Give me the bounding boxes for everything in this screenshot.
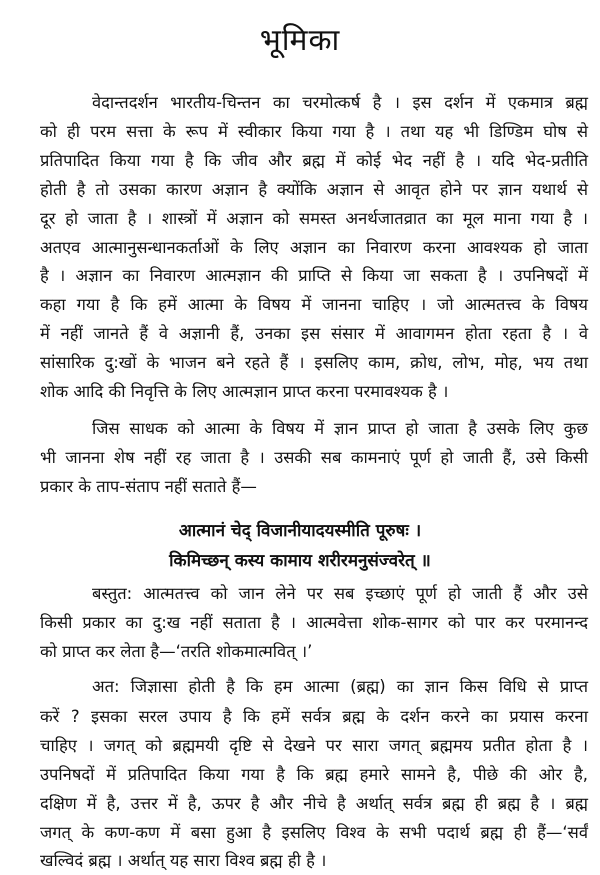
text-line: बस्तुत: आत्मतत्त्व को जान लेने पर सब इच्छाएं पूर्ण हो जाती हैं और उसे xyxy=(92,584,588,603)
text-line: को प्राप्त कर लेता है—‘तरति शोकमात्मवित् ।’ xyxy=(40,642,313,661)
text-line: भी जानना शेष नहीं रह जाता है । उसकी सब कामनाएं पूर्ण हो जाती हैं, उसे किसी xyxy=(40,448,588,467)
verse-line: किमिच्छन् कस्य कामाय शरीरमनुसंज्वरेत् ॥ xyxy=(169,551,431,571)
verse-line: आत्मानं चेद् विजानीयादयस्मीति पूरुषः । xyxy=(178,521,422,541)
text-line: कहा गया है कि हमें आत्मा के विषय में जानना चाहिए । जो आत्मतत्त्व के विषय xyxy=(40,295,588,314)
text-line: खल्विदं ब्रह्म । अर्थात् यह सारा विश्व ब्रह्म ही है । xyxy=(40,851,327,870)
text-line: किसी प्रकार का दु:ख नहीं सताता है । आत्मवेत्ता शोक-सागर को पार कर परमानन्द xyxy=(40,613,588,632)
text-line: है । अज्ञान का निवारण आत्मज्ञान की प्राप्ति से किया जा सकता है । उपनिषदों में xyxy=(40,266,588,285)
text-line: प्रतिपादित किया गया है कि जीव और ब्रह्म में कोई भेद नहीं है । यदि भेद-प्रतीति xyxy=(40,151,588,170)
text-line: अत: जिज्ञासा होती है कि हम आत्मा (ब्रह्म) का ज्ञान किस विधि से प्राप्त xyxy=(92,677,588,696)
text-line: में नहीं जानते हैं वे अज्ञानी हैं, उनका इस संसार में आवागमन होता रहता है । वे xyxy=(40,324,588,343)
text-line: चाहिए । जगत् को ब्रह्ममयी दृष्टि से देखने पर सारा जगत् ब्रह्ममय प्रतीत होता है । xyxy=(40,736,588,755)
text-line: वेदान्तदर्शन भारतीय-चिन्तन का चरमोत्कर्ष है । इस दर्शन में एकमात्र ब्रह्म xyxy=(92,93,588,112)
text-line: अतएव आत्मानुसन्धानकर्ताओं के लिए अज्ञान का निवारण करना आवश्यक हो जाता xyxy=(40,238,588,257)
text-line: शोक आदि की निवृत्ति के लिए आत्मज्ञान प्राप्त करना परमावश्यक है । xyxy=(40,382,449,401)
text-line: प्रकार के ताप-संताप नहीं सताते हैं— xyxy=(40,477,257,496)
text-line: दक्षिण में है, उत्तर में है, ऊपर है और नीचे है अर्थात् सर्वत्र ब्रह्म ही ब्रह्म है । ब्रह्म xyxy=(40,794,588,813)
text-line: करें ? इसका सरल उपाय है कि हमें सर्वत्र ब्रह्म के दर्शन करने का प्रयास करना xyxy=(40,707,588,726)
text-line: जिस साधक को आत्मा के विषय में ज्ञान प्राप्त हो जाता है उसके लिए कुछ xyxy=(92,419,588,438)
text-line: जगत् के कण-कण में बसा हुआ है इसलिए विश्व के सभी पदार्थ ब्रह्म ही हैं—‘सर्वं xyxy=(40,823,588,842)
text-line: सांसारिक दु:खों के भाजन बने रहते हैं । इसलिए काम, क्रोध, लोभ, मोह, भय तथा xyxy=(40,353,588,372)
text-line: को ही परम सत्ता के रूप में स्वीकार किया गया है । तथा यह भी डिण्डिम घोष से xyxy=(40,122,588,141)
text-line: होती है तो उसका कारण अज्ञान है क्योंकि अज्ञान से आवृत होने पर ज्ञान यथार्थ से xyxy=(40,180,588,199)
text-line: उपनिषदों में प्रतिपादित किया गया है कि ब्रह्म हमारे सामने है, पीछे की ओर है, xyxy=(40,765,588,784)
text-line: दूर हो जाता है । शास्त्रों में अज्ञान को समस्त अनर्थजातव्रात का मूल माना गया है । xyxy=(40,209,588,228)
page-title: भूमिका xyxy=(259,23,341,58)
